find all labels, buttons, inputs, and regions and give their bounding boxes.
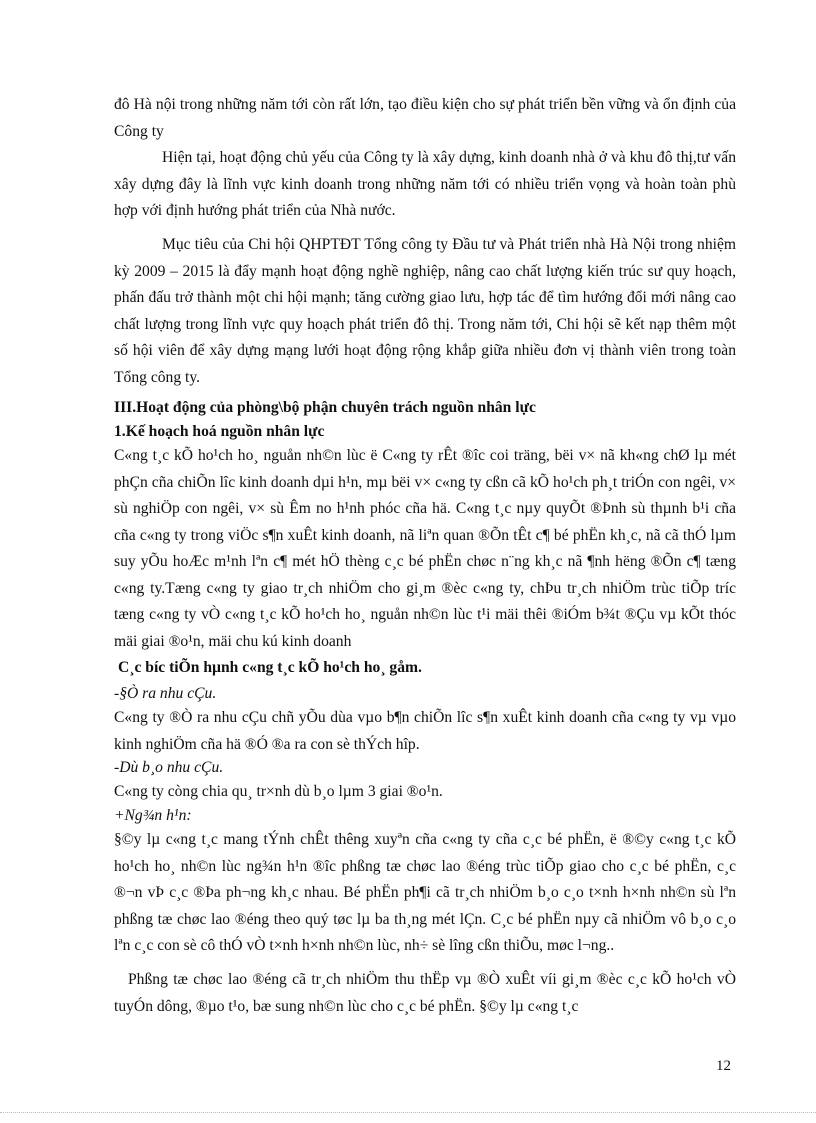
paragraph-current-activities: Hiện tại, hoạt động chủ yếu của Công ty là xây dựng, kinh doanh nhà ở và khu đô thị,tư vấn xây dựng đây là lĩnh vực kinh doanh trong những năm tới có nhiều triển vọng và hoàn toàn phù hợp với định hướng phát triển của Nhà nước. — [114, 149, 736, 219]
section-heading-hr-department: III.Hoạt động của phòng\bộ phận chuyên trách nguồn nhân lực — [114, 399, 536, 416]
paragraph-short-term: §©y lµ c«ng t¸c mang tÝnh chÊt thêng xuyªn cña c«ng ty cña c¸c bé phËn, ë ®©y c«ng t¸c kÕ ho¹ch ho¸ nh©n lùc ng¾n h¹n ®îc phßng tæ chøc lao ®éng trùc tiÕp giao cho c¸c bé phËn, c¸c ®¬n vÞ c¸c ®Þa ph¬ng kh¸c nhau. Bé phËn ph¶i cã tr¸ch nhiÖm b¸o c¸o t×nh h×nh nh©n sù lªn phßng tæ chøc lao ®éng theo quý tøc lµ ba th¸ng mét lÇn. C¸c bé phËn nµy cã nhiÖm vô b¸o c¸o lªn c¸c con sè cô thÓ vÒ t×nh h×nh nh©n lùc, nh÷ sè lîng cßn thiÕu, møc l¬ng.. — [114, 831, 736, 954]
page-number: 12 — [716, 1058, 731, 1074]
paragraph-company-outlook-continued: đô Hà nội trong những năm tới còn rất lớn, tạo điều kiện cho sự phát triển bền vững và ổn định của Công ty — [114, 96, 736, 140]
step-forecast-demand-heading: -Dù b¸o nhu cÇu. — [114, 759, 224, 776]
paragraph-set-demand: C«ng ty ®Ò ra nhu cÇu chñ yÕu dùa vµo b¶n chiÕn lîc s¶n xuÊt kinh doanh cña c«ng ty vµ vµo kinh nghiÖm cña hä ®Ó ®a ra con sè thÝch hîp. — [114, 709, 736, 753]
planning-steps-heading: C¸c bíc tiÕn hµnh c«ng t¸c kÕ ho¹ch ho¸ gåm. — [118, 659, 422, 676]
page-bottom-divider — [0, 1112, 816, 1113]
step-set-demand-heading: -§Ò ra nhu cÇu. — [114, 685, 217, 702]
paragraph-hr-planning-body: C«ng t¸c kÕ ho¹ch ho¸ nguån nh©n lùc ë C«ng ty rÊt ®îc coi träng, bëi v× nã kh«ng chØ lµ mét phÇn cña chiÕn lîc kinh doanh dµi h¹n, mµ bëi v× c«ng ty cßn cã kÕ ho¹ch ph¸t triÓn con ngêi, v× sù nghiÖp con ngêi, v× sù Êm no h¹nh phóc cña hä. C«ng t¸c nµy quyÕt ®Þnh sù thµnh b¹i cña cña c«ng ty trong viÖc s¶n xuÊt kinh doanh, nã liªn quan ®Õn tÊt c¶ bé phËn kh¸c, nã cã thÓ lµm suy yÕu hoÆc m¹nh lªn c¶ mét hÖ thèng c¸c bé phËn chøc n¨ng kh¸c nã ¶nh hëng ®Õn c¶ tæng c«ng ty.Tæng c«ng ty giao tr¸ch nhiÖm cho gi¸m ®èc c«ng ty, chÞu tr¸ch nhiÖm trùc tiÕp tríc tæng c«ng ty vÒ c«ng t¸c kÕ ho¹ch ho¸ nguån nh©n lùc t¹i mäi thêi ®iÓm b¾t ®Çu vµ kÕt thóc mäi giai ®o¹n, mäi chu kú kinh doanh — [114, 447, 736, 650]
short-term-heading: +Ng¾n h¹n: — [114, 807, 192, 824]
paragraph-chapter-objectives: Mục tiêu của Chi hội QHPTĐT Tổng công ty Đầu tư và Phát triển nhà Hà Nội trong nhiệm kỳ 2009 – 2015 là đẩy mạnh hoạt động nghề nghiệp, nâng cao chất lượng kiến trúc sư quy hoạch, phấn đấu trở thành một chi hội mạnh; tăng cường giao lưu, hợp tác để tìm hướng đổi mới nâng cao chất lượng trong lĩnh vực quy hoạch phát triển đô thị. Trong năm tới, Chi hội sẽ kết nạp thêm một số hội viên để xây dựng mạng lưới hoạt động rộng khắp giữa nhiều đơn vị thành viên trong toàn Tổng công ty. — [114, 236, 736, 386]
paragraph-labor-department: Phßng tæ chøc lao ®éng cã tr¸ch nhiÖm thu thËp vµ ®Ò xuÊt víi gi¸m ®èc c¸c kÕ ho¹ch vÒ tuyÓn dông, ®µo t¹o, bæ sung nh©n lùc cho c¸c bé phËn. §©y lµ c«ng t¸c — [114, 971, 736, 1015]
paragraph-forecast-stages: C«ng ty còng chia qu¸ tr×nh dù b¸o lµm 3 giai ®o¹n. — [114, 783, 443, 800]
subsection-heading-hr-planning: 1.Kế hoạch hoá nguồn nhân lực — [114, 423, 325, 440]
